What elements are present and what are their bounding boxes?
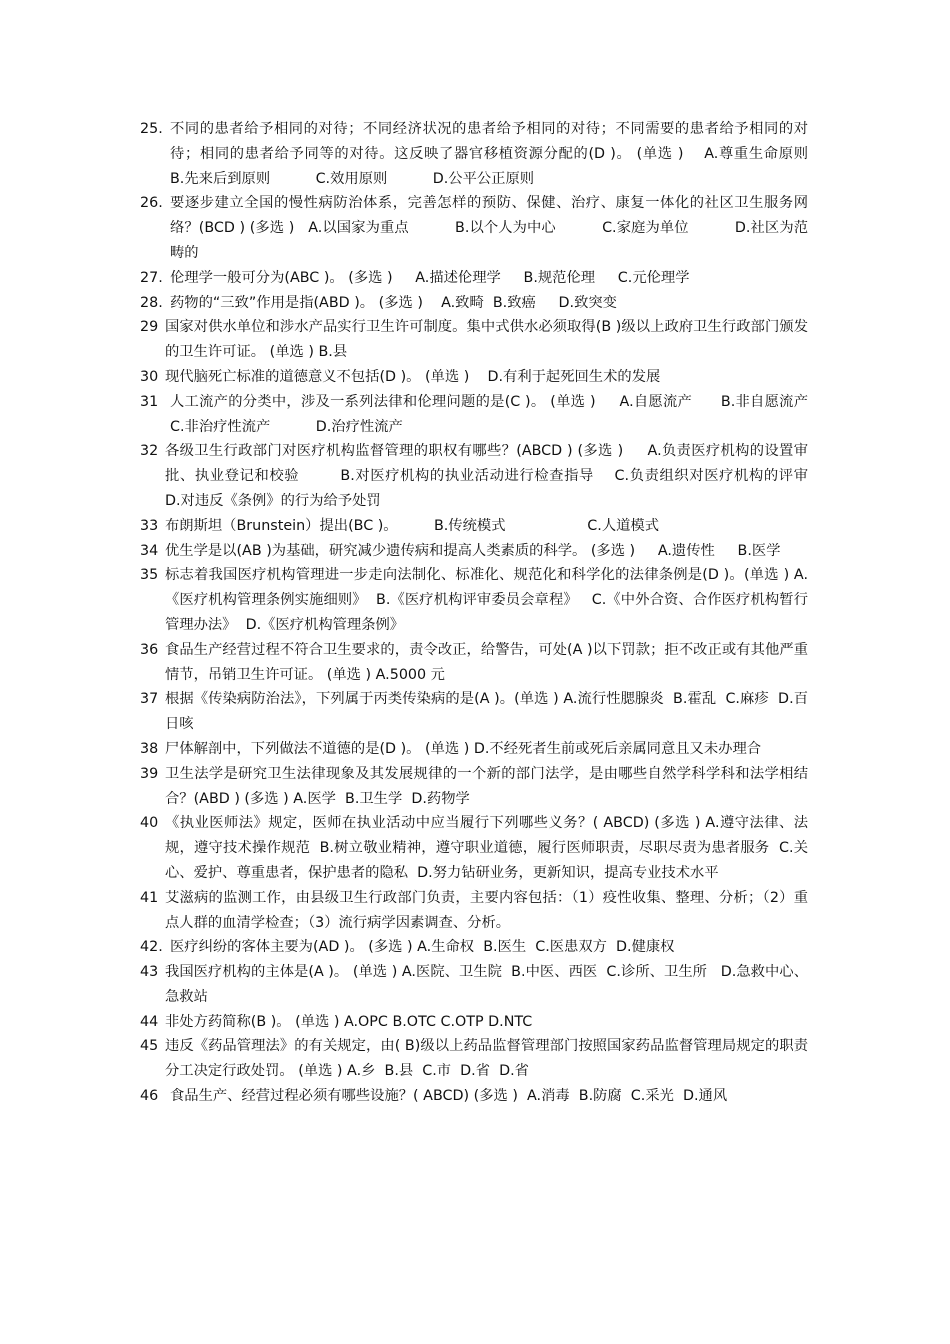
question-number: 29	[140, 319, 159, 336]
question-number: 43	[140, 964, 159, 981]
question-number: 30	[140, 368, 159, 385]
question-text: 布朗斯坦（Brunstein）提出(BC )。 B.传统模式 C.人道模式	[165, 517, 660, 534]
question-25	[140, 117, 854, 191]
question-number: 26.	[140, 195, 163, 212]
question-text: 食品生产经营过程不符合卫生要求的，责令改正，给警告，可处(A )以下罚款；拒不改正或有其他严重情节，吊销卫生许可证。 (单选 ) A.5000 元	[165, 641, 808, 683]
question-30	[140, 365, 808, 390]
question-number: 28.	[140, 294, 163, 311]
question-number: 36	[140, 641, 159, 658]
question-text: 各级卫生行政部门对医疗机构监督管理的职权有哪些？(ABCD ) (多选 ) A.负责医疗机构的设置审批、执业登记和校验 B.对医疗机构的执业活动进行检查指导 C.负责组织对医疗机构的评审 D.对违反《条例》的行为给予处罚	[165, 443, 940, 509]
question-text: 违反《药品管理法》的有关规定，由( B)级以上药品监督管理部门按照国家药品监督管理局规定的职责分工决定行政处罚。 (单选 ) A.乡 B.县 C.市 D.省 D.省	[165, 1038, 808, 1080]
question-text: 伦理学一般可分为(ABC )。 (多选 ) A.描述伦理学 B.规范伦理 C.元伦理学	[170, 269, 690, 286]
question-number: 32	[140, 443, 159, 460]
question-text: 食品生产、经营过程必须有哪些设施？( ABCD) (多选 ) A.消毒 B.防腐 C.采光 D.通风	[170, 1088, 728, 1105]
question-text: 人工流产的分类中，涉及一系列法律和伦理问题的是(C )。 (单选 ) A.自愿流产 B.非自愿流产 C.非治疗性流产 D.治疗性流产	[170, 393, 854, 435]
question-33	[140, 514, 808, 539]
question-text: 标志着我国医疗机构管理进一步走向法制化、标准化、规范化和科学化的法律条例是(D )。(单选 ) A.《医疗机构管理条例实施细则》 B.《医疗机构评审委员会章程》 C.《中外合资、合作医疗机构暂行管理办法》 D.《医疗机构管理条例》	[165, 567, 808, 633]
question-28	[140, 291, 808, 316]
question-text: 我国医疗机构的主体是(A )。 (单选 ) A.医院、卫生院 B.中医、西医 C.诊所、卫生所 D.急救中心、急救站	[165, 964, 808, 1005]
document-page	[140, 117, 940, 1109]
question-45	[140, 1034, 808, 1084]
question-29	[140, 315, 808, 365]
question-text: 尸体解剖中，下列做法不道德的是(D )。 (单选 ) D.不经死者生前或死后亲属同意且又未办理合	[165, 740, 762, 757]
question-27	[140, 266, 808, 291]
question-number: 35	[140, 567, 159, 584]
question-text: 根据《传染病防治法》，下列属于丙类传染病的是(A )。(单选 ) A.流行性腮腺炎 B.霍乱 C.麻疹 D.百日咳	[165, 691, 808, 733]
question-text: 不同的患者给予相同的对待；不同经济状况的患者给予相同的对待；不同需要的患者给予相同的对待；相同的患者给予同等的对待。这反映了器官移植资源分配的(D )。 (单选 ) A.尊重生命原则 B.先来后到原则 C.效用原则 D.公平公正原则	[170, 121, 854, 187]
question-number: 33	[140, 517, 159, 534]
question-number: 39	[140, 765, 159, 782]
question-43	[140, 960, 808, 1010]
question-text: 药物的“三致”作用是指(ABD )。 (多选 ) A.致畸 B.致癌 D.致突变	[170, 294, 617, 311]
question-number: 40	[140, 815, 159, 832]
question-number: 44	[140, 1013, 159, 1030]
question-text: 艾滋病的监测工作，由县级卫生行政部门负责，主要内容包括：（1）疫性收集、整理、分析；（2）重点人群的血清学检查；（3）流行病学因素调查、分析。	[165, 889, 808, 931]
question-35	[140, 563, 808, 637]
question-42	[140, 935, 808, 960]
question-number: 45	[140, 1038, 159, 1055]
question-number: 37	[140, 691, 159, 708]
question-text: 国家对供水单位和涉水产品实行卫生许可制度。集中式供水必须取得(B )级以上政府卫生行政部门颁发的卫生许可证。 (单选 ) B.县	[165, 319, 808, 361]
question-number: 38	[140, 740, 159, 757]
question-number: 34	[140, 542, 159, 559]
question-26	[140, 191, 808, 265]
question-text: 要逐步建立全国的慢性病防治体系，完善怎样的预防、保健、治疗、康复一体化的社区卫生服务网络？(BCD ) (多选 ) A.以国家为重点 B.以个人为中心 C.家庭为单位 D.社区为范畴的	[170, 195, 808, 261]
question-text: 《执业医师法》规定，医师在执业活动中应当履行下列哪些义务？( ABCD) (多选 ) A.遵守法律、法规，遵守技术操作规范 B.树立敬业精神，遵守职业道德，履行医师职责，尽职尽责为患者服务 C.关心、爱护、尊重患者，保护患者的隐私 D.努力钻研业务，更新知识，提高专业技术水平	[165, 815, 808, 881]
question-36	[140, 638, 808, 688]
question-40	[140, 811, 808, 885]
question-number: 41	[140, 889, 159, 906]
question-39	[140, 762, 808, 812]
question-number: 42.	[140, 939, 163, 956]
question-text: 医疗纠纷的客体主要为(AD )。 (多选 ) A.生命权 B.医生 C.医患双方 D.健康权	[170, 939, 675, 956]
question-44	[140, 1010, 808, 1035]
question-text: 现代脑死亡标准的道德意义不包括(D )。 (单选 ) D.有利于起死回生术的发展	[165, 368, 661, 385]
question-38	[140, 737, 808, 762]
question-number: 27.	[140, 269, 163, 286]
question-34	[140, 539, 808, 564]
question-32	[140, 439, 940, 513]
question-number: 46	[140, 1088, 159, 1105]
question-41	[140, 886, 808, 936]
question-text: 优生学是以(AB )为基础，研究减少遗传病和提高人类素质的科学。 (多选 ) A.遗传性 B.医学	[165, 542, 781, 559]
question-number: 25.	[140, 121, 163, 137]
question-number: 31	[140, 393, 159, 410]
question-46	[140, 1084, 808, 1109]
question-37	[140, 687, 808, 737]
question-text: 卫生法学是研究卫生法律现象及其发展规律的一个新的部门法学，是由哪些自然学科学科和法学相结合？(ABD ) (多选 ) A.医学 B.卫生学 D.药物学	[165, 765, 808, 807]
question-31	[140, 390, 854, 440]
question-text: 非处方药简称(B )。 (单选 ) A.OPC B.OTC C.OTP D.NTC	[165, 1013, 533, 1030]
